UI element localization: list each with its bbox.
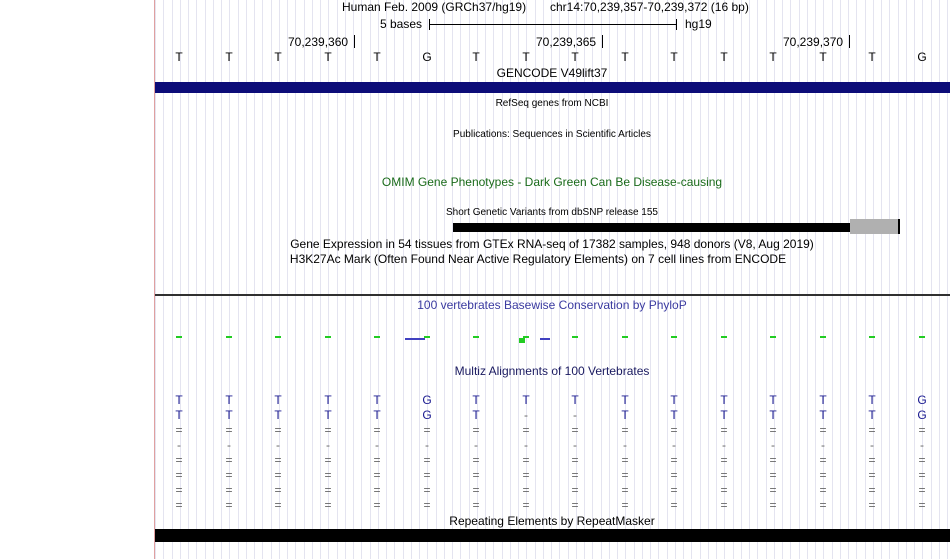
conservation-mark [473, 336, 479, 338]
alignment-elephant-base: = [571, 453, 579, 467]
alignment-zebrafish-base: = [324, 498, 332, 512]
alignment-x-tropicalis-base: = [918, 483, 926, 497]
alignment-x-tropicalis-base: = [522, 483, 530, 497]
alignment-chicken-base: = [621, 468, 629, 482]
alignment-elephant-base: = [373, 453, 381, 467]
alignment-mouse-base: = [670, 423, 678, 437]
alignment-rhesus-base: - [524, 408, 528, 422]
conservation-mark [869, 336, 875, 338]
assembly-title: Human Feb. 2009 (GRCh37/hg19) [342, 0, 527, 14]
alignment-zebrafish-base: = [819, 498, 827, 512]
track-label-column [0, 0, 154, 559]
alignment-human-base: T [472, 393, 480, 407]
base-letter: G [917, 50, 927, 64]
base-letter: T [868, 50, 876, 64]
alignment-dog-base: - [474, 438, 478, 452]
alignment-rhesus-base: T [819, 408, 827, 422]
alignment-rhesus-base: T [472, 408, 480, 422]
alignment-dog-base: - [821, 438, 825, 452]
conservation-mark [572, 336, 578, 338]
alignment-x-tropicalis-base: = [324, 483, 332, 497]
scale-db-label: hg19 [685, 17, 712, 31]
base-letter: T [819, 50, 827, 64]
alignment-dog-base: - [623, 438, 627, 452]
alignment-chicken-base: = [720, 468, 728, 482]
alignment-human-base: T [670, 393, 678, 407]
base-letter: T [522, 50, 530, 64]
alignment-zebrafish-base: = [868, 498, 876, 512]
alignment-dog-base: - [573, 438, 577, 452]
alignment-x-tropicalis-base: = [621, 483, 629, 497]
alignment-elephant-base: = [769, 453, 777, 467]
alignment-rhesus-base: T [720, 408, 728, 422]
alignment-chicken-base: = [819, 468, 827, 482]
alignment-x-tropicalis-base: = [373, 483, 381, 497]
alignment-elephant-base: = [720, 453, 728, 467]
alignment-dog-base: - [771, 438, 775, 452]
conservation-mark [919, 336, 925, 338]
position-readout: chr14:70,239,357-70,239,372 (16 bp) [550, 0, 749, 14]
alignment-mouse-base: = [423, 423, 431, 437]
alignment-dog-base: - [177, 438, 181, 452]
conservation-mark [325, 336, 331, 338]
alignment-zebrafish-base: = [621, 498, 629, 512]
alignment-elephant-base: = [274, 453, 282, 467]
alignment-elephant-base: = [819, 453, 827, 467]
alignment-human-base: T [621, 393, 629, 407]
alignment-x-tropicalis-base: = [769, 483, 777, 497]
alignment-human-base: T [324, 393, 332, 407]
alignment-mouse-base: = [720, 423, 728, 437]
alignment-mouse-base: = [522, 423, 530, 437]
alignment-human-base: T [769, 393, 777, 407]
alignment-chicken-base: = [670, 468, 678, 482]
alignment-chicken-base: = [225, 468, 233, 482]
alignment-x-tropicalis-base: = [819, 483, 827, 497]
position-tick-mark-1 [354, 35, 355, 48]
base-letter: T [324, 50, 332, 64]
track-title-publications: Publications: Sequences in Scientific Articles [453, 129, 651, 140]
alignment-rhesus-base: T [274, 408, 282, 422]
alignment-x-tropicalis-base: = [472, 483, 480, 497]
track-title-phylop: 100 vertebrates Basewise Conservation by PhyloP [417, 298, 687, 312]
alignment-chicken-base: = [472, 468, 480, 482]
alignment-elephant-base: = [175, 453, 183, 467]
alignment-mouse-base: = [769, 423, 777, 437]
alignment-zebrafish-base: = [274, 498, 282, 512]
alignment-chicken-base: = [522, 468, 530, 482]
position-tick-mark-2 [602, 35, 603, 48]
gene-bar-srsf5[interactable] [155, 82, 950, 93]
alignment-x-tropicalis-base: = [423, 483, 431, 497]
position-tick-2: 70,239,365 [536, 35, 597, 49]
alignment-chicken-base: = [918, 468, 926, 482]
alignment-chicken-base: = [175, 468, 183, 482]
track-separator [155, 294, 950, 296]
alignment-elephant-base: = [225, 453, 233, 467]
conservation-mark [622, 336, 628, 338]
conservation-plot[interactable] [155, 330, 950, 350]
alignment-human-base: T [868, 393, 876, 407]
alignment-rhesus-base: T [373, 408, 381, 422]
track-title-h3k27ac: H3K27Ac Mark (Often Found Near Active Regulatory Elements) on 7 cell lines from ENCODE [289, 252, 787, 266]
alignment-dog-base: - [375, 438, 379, 452]
alignment-human-base: T [225, 393, 233, 407]
track-title-dbsnp: Short Genetic Variants from dbSNP release 155 [446, 207, 658, 218]
track-title-refseq: RefSeq genes from NCBI [495, 98, 609, 109]
alignment-zebrafish-base: = [175, 498, 183, 512]
alignment-dog-base: - [672, 438, 676, 452]
alignment-human-base: T [274, 393, 282, 407]
track-title-repeatmasker: Repeating Elements by RepeatMasker [449, 514, 655, 528]
alignment-x-tropicalis-base: = [225, 483, 233, 497]
alignment-zebrafish-base: = [423, 498, 431, 512]
alignment-x-tropicalis-base: = [868, 483, 876, 497]
alignment-rhesus-base: G [917, 408, 927, 422]
alignment-dog-base: - [870, 438, 874, 452]
conservation-mark [671, 336, 677, 338]
alignment-chicken-base: = [373, 468, 381, 482]
track-title-multiz: Multiz Alignments of 100 Vertebrates [454, 364, 650, 378]
alignment-zebrafish-base: = [522, 498, 530, 512]
alignment-dog-base: - [920, 438, 924, 452]
alignment-chicken-base: = [423, 468, 431, 482]
conservation-negative-mark [540, 338, 550, 340]
position-tick-1: 70,239,360 [288, 35, 349, 49]
repeatmasker-bar[interactable] [155, 529, 950, 542]
alignment-human-base: T [571, 393, 579, 407]
alignment-mouse-base: = [274, 423, 282, 437]
alignment-chicken-base: = [274, 468, 282, 482]
alignment-human-base: T [373, 393, 381, 407]
base-letter: T [621, 50, 629, 64]
alignment-zebrafish-base: = [769, 498, 777, 512]
alignment-dog-base: - [276, 438, 280, 452]
conservation-mark [275, 336, 281, 338]
alignment-rhesus-base: T [670, 408, 678, 422]
alignment-human-base: T [522, 393, 530, 407]
alignment-chicken-base: = [769, 468, 777, 482]
alignment-chicken-base: = [868, 468, 876, 482]
alignment-mouse-base: = [918, 423, 926, 437]
alignment-dog-base: - [524, 438, 528, 452]
base-letter: T [225, 50, 233, 64]
alignment-mouse-base: = [175, 423, 183, 437]
base-letter: T [274, 50, 282, 64]
track-title-gtex: Gene Expression in 54 tissues from GTEx RNA-seq of 17382 samples, 948 donors (V8, Aug 2019) [290, 237, 814, 251]
alignment-human-base: T [819, 393, 827, 407]
base-letter: T [373, 50, 381, 64]
base-letter: T [571, 50, 579, 64]
conservation-mark [176, 336, 182, 338]
scale-bar [429, 19, 677, 30]
alignment-x-tropicalis-base: = [720, 483, 728, 497]
alignment-rhesus-base: T [868, 408, 876, 422]
alignment-x-tropicalis-base: = [670, 483, 678, 497]
base-letter: T [175, 50, 183, 64]
alignment-elephant-base: = [918, 453, 926, 467]
alignment-chicken-base: = [571, 468, 579, 482]
alignment-x-tropicalis-base: = [274, 483, 282, 497]
alignment-rhesus-base: - [573, 408, 577, 422]
alignment-mouse-base: = [472, 423, 480, 437]
conservation-mark [820, 336, 826, 338]
snp-feature-bar[interactable] [453, 223, 900, 232]
alignment-rhesus-base: T [621, 408, 629, 422]
conservation-mark [374, 336, 380, 338]
alignment-mouse-base: = [324, 423, 332, 437]
alignment-rhesus-base: T [769, 408, 777, 422]
alignment-mouse-base: = [868, 423, 876, 437]
alignment-dog-base: - [326, 438, 330, 452]
alignment-zebrafish-base: = [373, 498, 381, 512]
alignment-rhesus-base: T [175, 408, 183, 422]
track-title-gencode: GENCODE V49lift37 [496, 66, 608, 80]
alignment-chicken-base: = [324, 468, 332, 482]
base-letter: G [422, 50, 432, 64]
alignment-elephant-base: = [621, 453, 629, 467]
alignment-dog-base: - [722, 438, 726, 452]
base-letter: T [720, 50, 728, 64]
alignment-zebrafish-base: = [918, 498, 926, 512]
alignment-elephant-base: = [324, 453, 332, 467]
alignment-elephant-base: = [670, 453, 678, 467]
alignment-elephant-base: = [423, 453, 431, 467]
conservation-peak [519, 338, 525, 343]
alignment-rhesus-base: T [225, 408, 233, 422]
alignment-zebrafish-base: = [670, 498, 678, 512]
base-letter: T [670, 50, 678, 64]
alignment-elephant-base: = [522, 453, 530, 467]
alignment-x-tropicalis-base: = [175, 483, 183, 497]
base-letter: T [472, 50, 480, 64]
conservation-negative-mark [405, 338, 425, 340]
alignment-human-base: T [720, 393, 728, 407]
scale-bar-label: 5 bases [380, 17, 423, 31]
conservation-mark [226, 336, 232, 338]
alignment-rhesus-base: G [422, 408, 432, 422]
alignment-human-base: T [175, 393, 183, 407]
alignment-human-base: G [422, 393, 432, 407]
alignment-dog-base: - [227, 438, 231, 452]
alignment-mouse-base: = [621, 423, 629, 437]
alignment-elephant-base: = [472, 453, 480, 467]
alignment-mouse-base: = [819, 423, 827, 437]
alignment-dog-base: - [425, 438, 429, 452]
alignment-human-base: G [917, 393, 927, 407]
track-title-omim: OMIM Gene Phenotypes - Dark Green Can Be Disease-causing [381, 175, 723, 189]
position-tick-mark-3 [849, 35, 850, 48]
alignment-zebrafish-base: = [571, 498, 579, 512]
alignment-elephant-base: = [868, 453, 876, 467]
alignment-zebrafish-base: = [472, 498, 480, 512]
snp-feature-highlight[interactable] [850, 219, 900, 234]
alignment-rhesus-base: T [324, 408, 332, 422]
alignment-mouse-base: = [225, 423, 233, 437]
alignment-mouse-base: = [373, 423, 381, 437]
alignment-x-tropicalis-base: = [571, 483, 579, 497]
conservation-mark [721, 336, 727, 338]
alignment-zebrafish-base: = [225, 498, 233, 512]
base-letter: T [769, 50, 777, 64]
alignment-zebrafish-base: = [720, 498, 728, 512]
alignment-mouse-base: = [571, 423, 579, 437]
conservation-mark [770, 336, 776, 338]
position-tick-3: 70,239,370 [783, 35, 844, 49]
